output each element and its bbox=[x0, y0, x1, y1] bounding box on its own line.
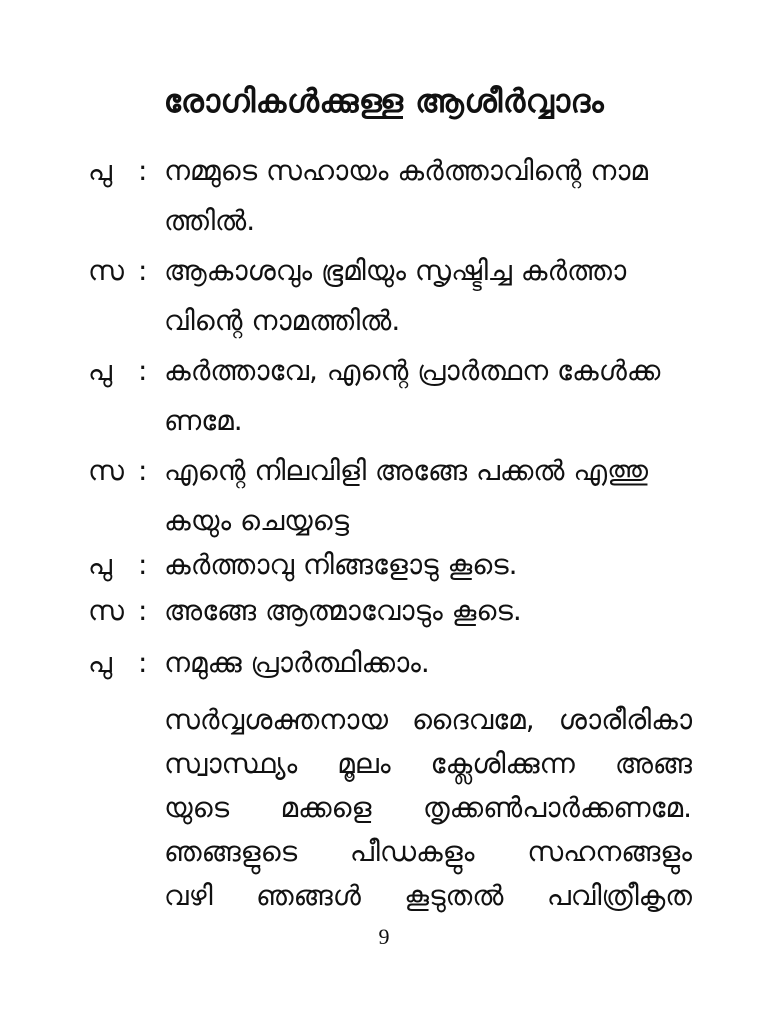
speaker-colon: : bbox=[138, 646, 148, 679]
verse-text: എന്റെ നിലവിളി അങ്ങേ പക്കൽ എത്തു കയും ചെയ്യട്ടെ bbox=[164, 454, 648, 537]
speaker-colon: : bbox=[138, 454, 148, 487]
speaker-label: പു bbox=[88, 548, 112, 581]
verse-text: കർത്താവേ, എന്റെ പ്രാർത്ഥന കേൾക്ക ണമേ. bbox=[164, 354, 661, 437]
speaker-label: സ bbox=[88, 254, 124, 287]
prayer-line: വഴി ഞങ്ങൾ കൂടുതൽ പവിത്രീകൃത bbox=[164, 879, 692, 912]
speaker-label: സ bbox=[88, 454, 124, 487]
verse-text: നമ്മുടെ സഹായം കർത്താവിന്റെ നാമ ത്തിൽ. bbox=[164, 154, 648, 237]
verse-text: കർത്താവു നിങ്ങളോടു കൂടെ. bbox=[164, 548, 518, 581]
prayer-line: സ്വാസ്ഥ്യം മൂലം ക്ലേശിക്കുന്ന അങ്ങ bbox=[164, 747, 692, 780]
speaker-colon: : bbox=[138, 154, 148, 187]
speaker-label: പു bbox=[88, 154, 112, 187]
page-title: രോഗികൾക്കുള്ള ആശീർവ്വാദം bbox=[163, 82, 605, 120]
speaker-label: സ bbox=[88, 594, 124, 627]
verse-text: നമുക്കു പ്രാർത്ഥിക്കാം. bbox=[164, 646, 430, 679]
prayer-line: യുടെ മക്കളെ തൃക്കൺപാർക്കണമേ. bbox=[164, 791, 692, 824]
prayer-paragraph bbox=[164, 698, 692, 918]
verse-text: അങ്ങേ ആത്മാവോടും കൂടെ. bbox=[164, 594, 522, 627]
prayer-line: സർവ്വശക്തനായ ദൈവമേ, ശാരീരികാ bbox=[164, 703, 692, 736]
speaker-colon: : bbox=[138, 254, 148, 287]
speaker-label: പു bbox=[88, 646, 112, 679]
speaker-label: പു bbox=[88, 354, 112, 387]
speaker-colon: : bbox=[138, 594, 148, 627]
speaker-colon: : bbox=[138, 354, 148, 387]
prayer-line: ഞങ്ങളുടെ പീഡകളും സഹനങ്ങളും bbox=[164, 835, 692, 868]
speaker-colon: : bbox=[138, 548, 148, 581]
page-number: 9 bbox=[378, 924, 390, 949]
verse-text: ആകാശവും ഭൂമിയും സൃഷ്ടിച്ച കർത്താ വിന്റെ നാമത്തിൽ. bbox=[164, 254, 627, 337]
